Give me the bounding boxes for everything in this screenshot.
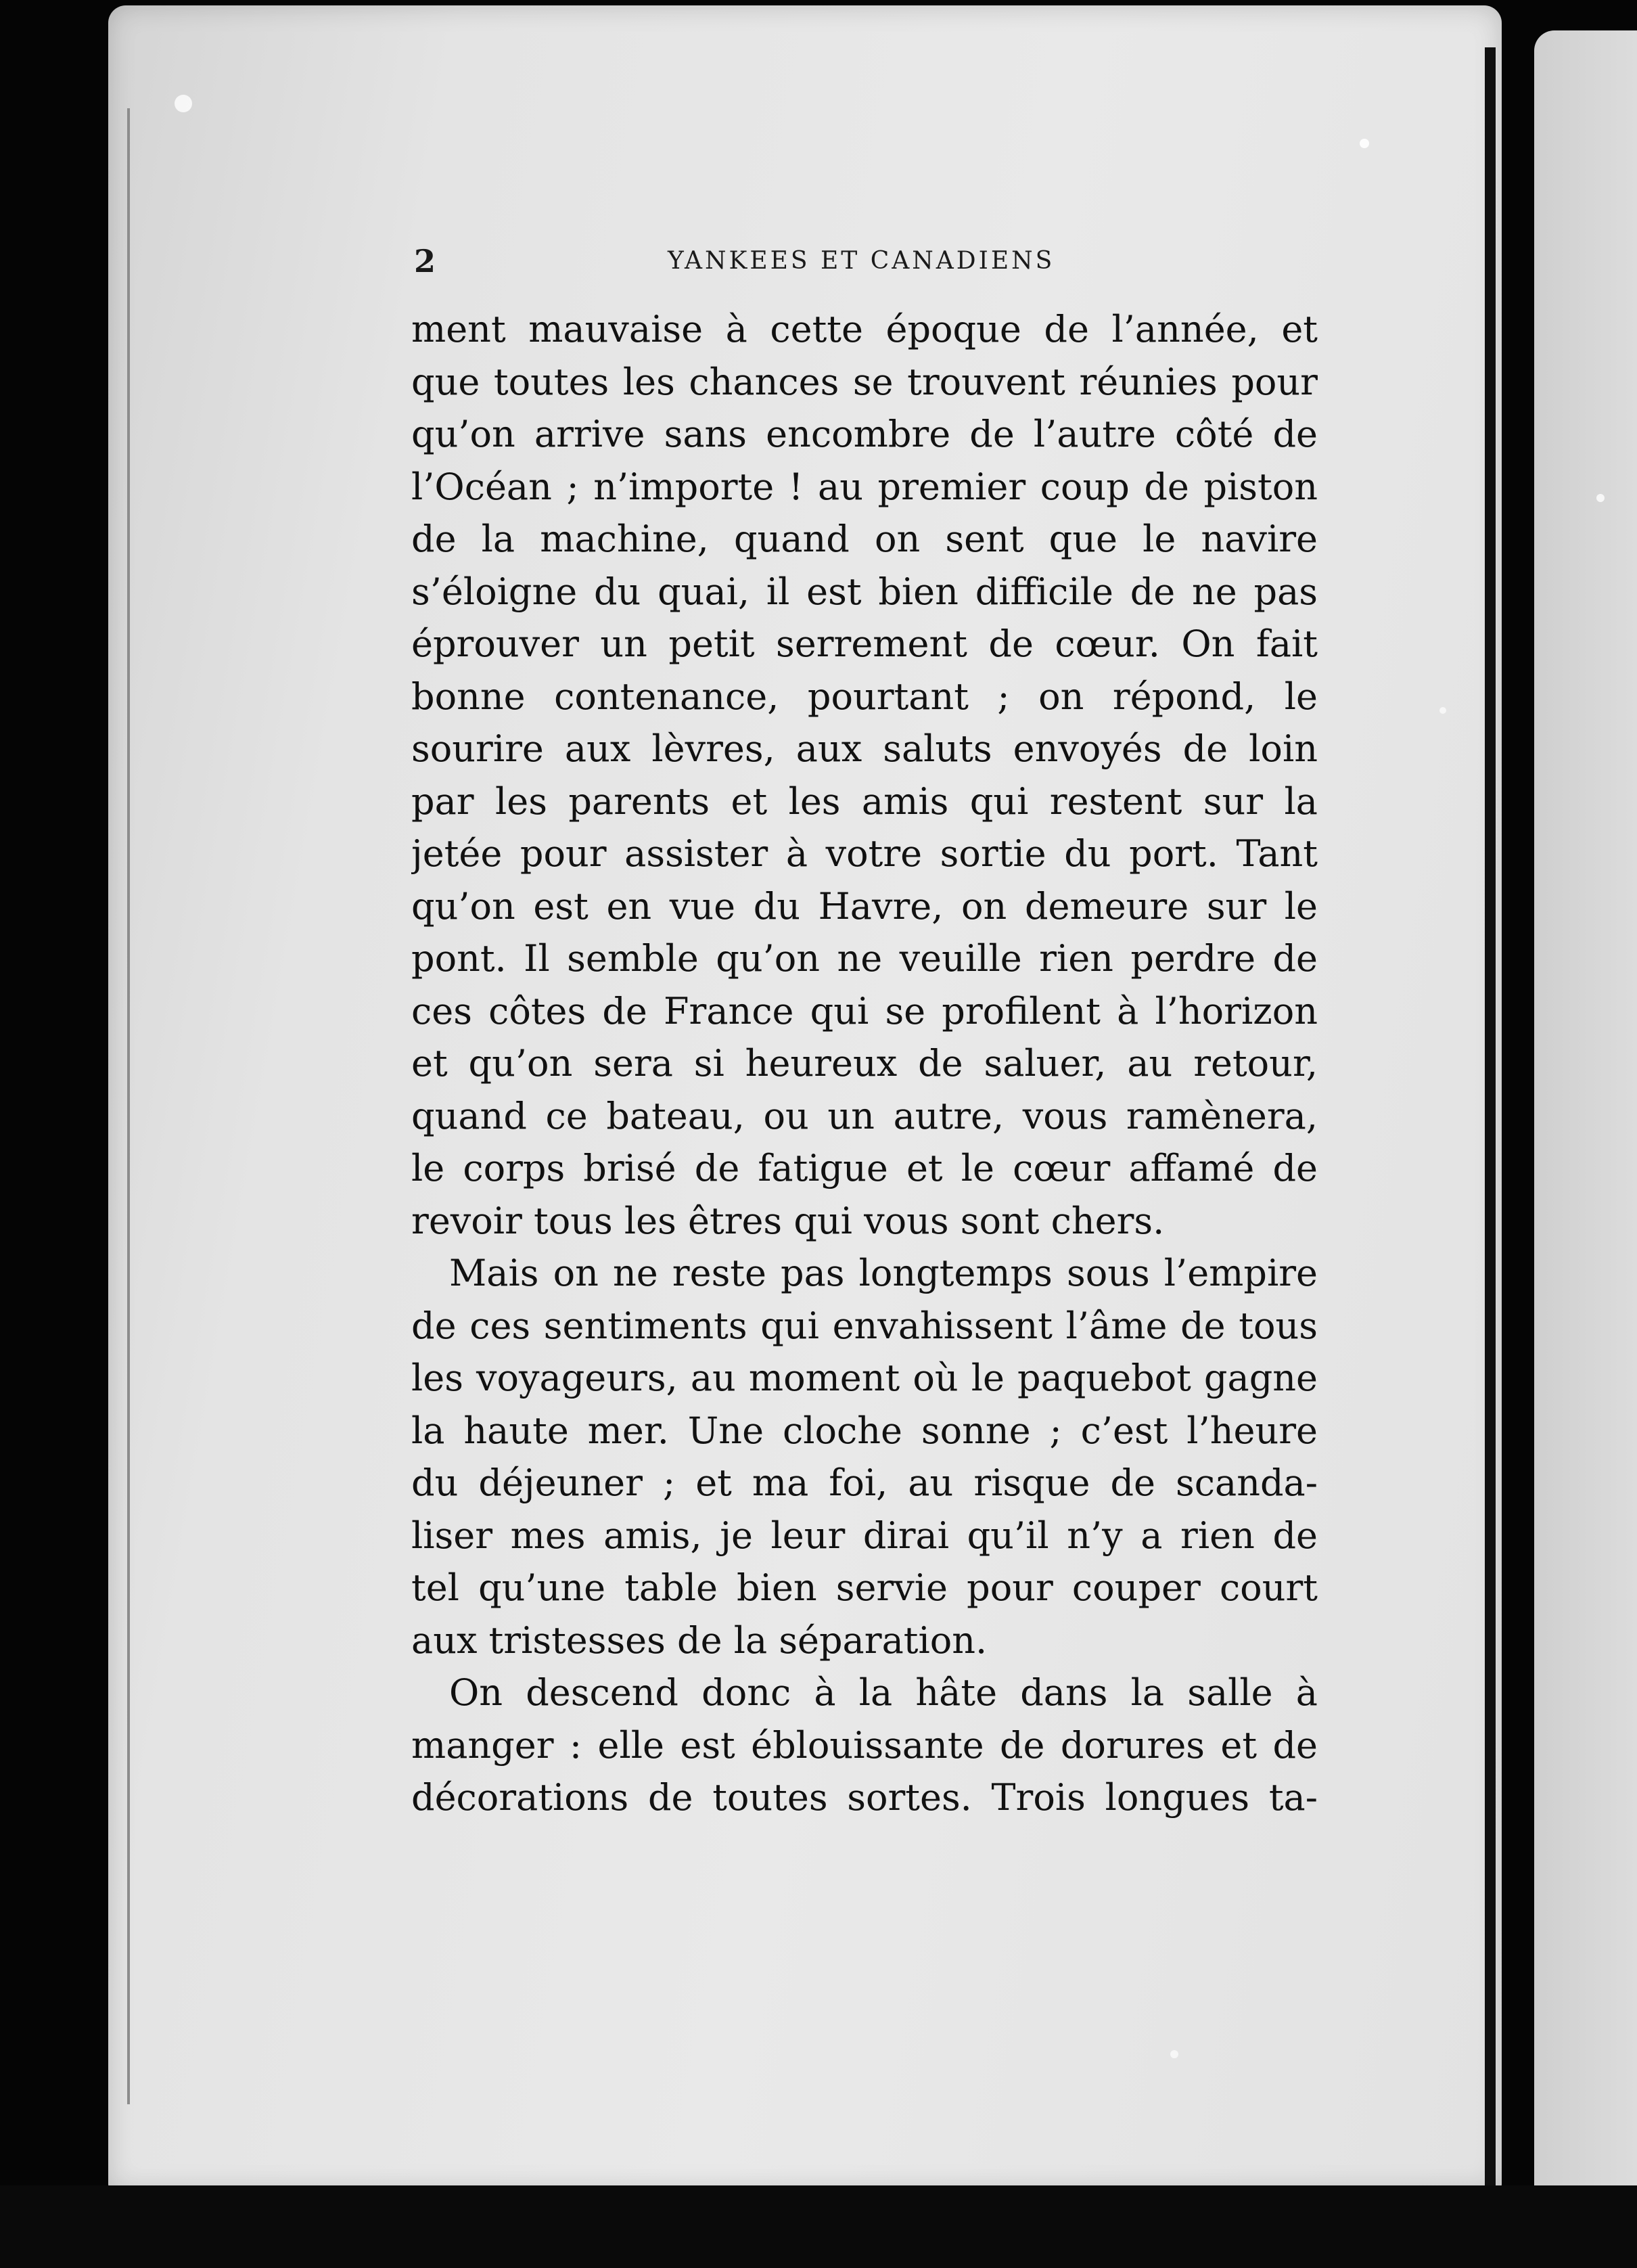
page-gutter-shadow — [1485, 47, 1496, 2192]
text-line: de ces sentiments qui envahissent l’âme de tous — [411, 1304, 1318, 1347]
text-line: manger : elle est éblouissante de dorures et de — [411, 1723, 1318, 1767]
text-line: la haute mer. Une cloche sonne ; c’est l’heure — [411, 1409, 1318, 1452]
text-line: l’Océan ; n’importe ! au premier coup de piston — [411, 465, 1318, 508]
text-line: bonne contenance, pourtant ; on répond, le — [411, 675, 1318, 718]
facing-page-edge — [1534, 30, 1637, 2196]
scan-border-bottom — [0, 2185, 1637, 2268]
text-line: les voyageurs, au moment où le paquebot gagne — [411, 1357, 1318, 1399]
scan-speck — [1596, 494, 1605, 502]
text-line: aux tristesses de la séparation. — [411, 1618, 988, 1662]
text-line: tel qu’une table bien servie pour couper court — [411, 1566, 1318, 1609]
text-line: On descend donc à la hâte dans la salle à — [449, 1671, 1318, 1714]
text-line: liser mes amis, je leur dirai qu’il n’y a rien de — [411, 1514, 1318, 1557]
text-line: qu’on arrive sans encombre de l’autre côté de — [411, 413, 1318, 455]
text-line: ces côtes de France qui se profilent à l’horizon — [411, 989, 1318, 1033]
text-line: de la machine, quand on sent que le navire — [411, 518, 1318, 560]
text-line: et qu’on sera si heureux de saluer, au retour, — [411, 1042, 1318, 1085]
scan-speck — [1360, 139, 1369, 148]
text-line: le corps brisé de fatigue et le cœur affamé de — [411, 1147, 1318, 1189]
text-line: quand ce bateau, ou un autre, vous ramènera, — [411, 1094, 1318, 1137]
text-line: du déjeuner ; et ma foi, au risque de scanda- — [411, 1461, 1318, 1504]
text-line: pont. Il semble qu’on ne veuille rien perdre de — [411, 937, 1318, 980]
running-head — [414, 241, 1320, 281]
scan-speck — [175, 95, 192, 112]
scan-speck — [1170, 2050, 1178, 2058]
text-line: ment mauvaise à cette époque de l’année, et — [411, 308, 1318, 350]
text-line: revoir tous les êtres qui vous sont chers. — [411, 1199, 1165, 1242]
text-line: décorations de toutes sortes. Trois longues ta- — [411, 1776, 1318, 1819]
text-line: s’éloigne du quai, il est bien difficile de ne pas — [411, 570, 1318, 613]
text-line: par les parents et les amis qui restent sur la — [411, 779, 1318, 823]
text-line: qu’on est en vue du Havre, on demeure sur le — [411, 884, 1318, 928]
text-line: jetée pour assister à votre sortie du port. Tant — [411, 832, 1318, 875]
page-number: 2 — [414, 243, 436, 279]
page-left-edge — [127, 108, 130, 2104]
text-line: sourire aux lèvres, aux saluts envoyés de loin — [411, 727, 1318, 770]
running-title: YANKEES ET CANADIENS — [668, 247, 1055, 275]
body-text — [411, 303, 1318, 1824]
text-line: Mais on ne reste pas longtemps sous l’empire — [449, 1252, 1318, 1294]
text-line: éprouver un petit serrement de cœur. On fait — [411, 622, 1318, 665]
text-line: que toutes les chances se trouvent réunies pour — [411, 360, 1318, 403]
scan-speck — [1439, 707, 1446, 714]
